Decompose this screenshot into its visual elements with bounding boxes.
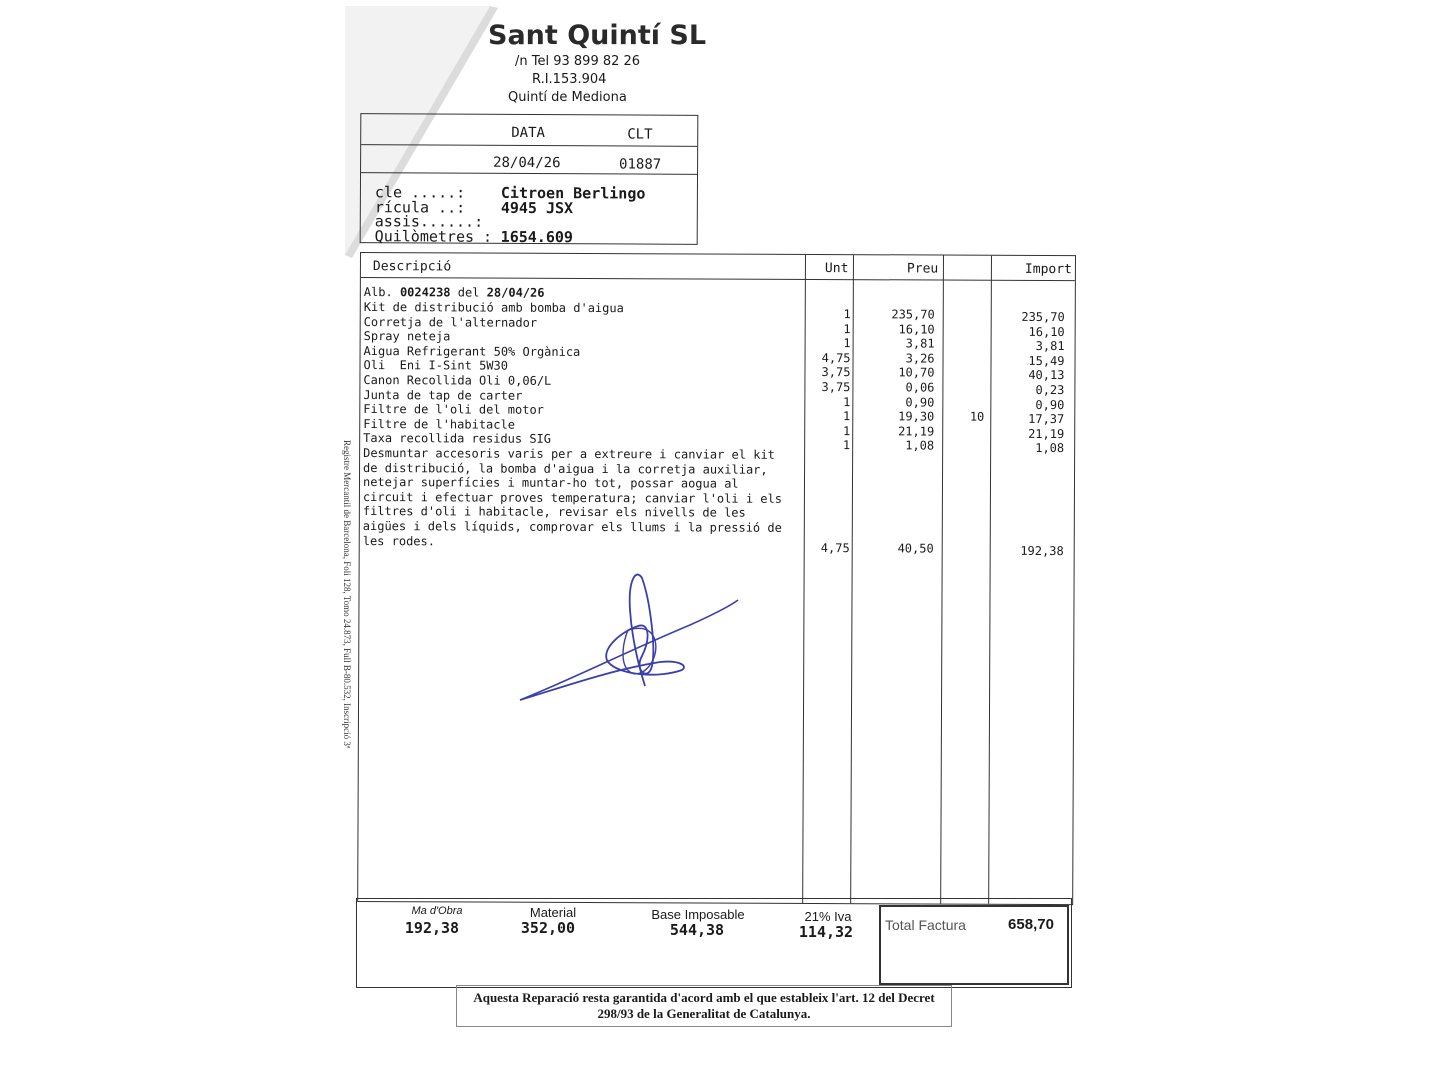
item-price: 0,90	[905, 394, 935, 410]
albara-del: del	[457, 285, 480, 300]
item-amount: 40,13	[1028, 368, 1065, 383]
client-number: 01887	[619, 156, 662, 173]
item-description: Filtre de l'habitacle	[363, 416, 515, 432]
tax-base-label: Base Imposable	[651, 907, 745, 922]
item-price: 3,81	[905, 336, 935, 351]
labour-description-line: circuit i efectuar proves temperatura; canviar l'oli i els	[362, 489, 782, 506]
column-divider	[988, 256, 992, 904]
invoice-total: 658,70	[1008, 916, 1054, 933]
km-value: 1654.609	[500, 227, 573, 247]
labour-total: 192,38	[404, 919, 460, 937]
item-price: 16,10	[898, 321, 935, 337]
item-amount: 3,81	[1035, 339, 1065, 354]
km-label: Quilòmetres :	[374, 227, 493, 246]
item-units: 1	[843, 307, 851, 322]
company-town: Quintí de Mediona	[508, 90, 627, 105]
item-amount: 235,70	[1021, 309, 1065, 325]
column-divider	[940, 256, 944, 904]
totals-box	[356, 898, 1072, 988]
labour-total-label: Ma d'Obra	[411, 905, 463, 917]
column-divider	[850, 255, 854, 903]
client-header: CLT	[627, 126, 653, 143]
guarantee-line-2: 298/93 de la Generalitat de Catalunya.	[597, 1006, 811, 1021]
vat-amount: 114,32	[798, 923, 854, 941]
albara-number: 0024238	[399, 285, 451, 300]
albara-line	[364, 285, 545, 300]
vat-label: 21% Iva	[804, 909, 852, 924]
item-amount: 15,49	[1028, 353, 1065, 368]
labour-description-line: netejar superfícies i muntar-ho tot, possar aogua al	[362, 475, 739, 491]
item-price: 21,19	[898, 424, 935, 439]
labour-description-line: Desmuntar accesoris varis per a extreure i canviar el kit	[363, 446, 775, 462]
item-description: Canon Recollida Oli 0,06/L	[363, 373, 552, 388]
registry-note: Registre Mercantil de Barcelona, Foli 128, Tomo 24.873, Full B-80.532, Inscripció 3ª	[342, 440, 352, 749]
material-total-label: Material	[529, 905, 577, 920]
col-header-amount: Import	[1024, 261, 1072, 278]
date-header: DATA	[511, 124, 546, 142]
item-description: Filtre de l'oli del motor	[363, 402, 544, 417]
material-total: 352,00	[520, 919, 576, 937]
item-amount: 0,23	[1035, 382, 1065, 398]
company-address-phone: /n Tel 93 899 82 26	[515, 54, 641, 69]
invoice-info-box	[360, 113, 699, 245]
col-header-units: Unt	[824, 261, 849, 277]
item-units: 1	[843, 409, 851, 424]
item-amount: 17,37	[1028, 412, 1065, 427]
item-units: 1	[843, 394, 851, 409]
item-description: Spray neteja	[363, 329, 451, 344]
item-amount: 0,90	[1035, 397, 1065, 412]
guarantee-note	[456, 985, 952, 1027]
table-header-divider	[361, 277, 1075, 281]
invoice-total-label: Total Factura	[885, 917, 966, 933]
company-name: Sant Quintí SL	[488, 20, 707, 51]
labour-price: 40,50	[897, 541, 934, 556]
item-amount: 16,10	[1028, 324, 1065, 339]
item-price: 235,70	[891, 307, 935, 322]
labour-amount: 192,38	[1020, 543, 1064, 559]
item-amount: 1,08	[1035, 441, 1065, 456]
item-units: 3,75	[821, 365, 851, 380]
plate-label: rícula ..:	[374, 198, 466, 217]
item-price: 10,70	[898, 365, 935, 380]
labour-description-line: aigües i dels líquids, comprovar els llums i la pressió de	[362, 519, 782, 535]
signature	[510, 570, 750, 710]
albara-label: Alb.	[363, 285, 393, 300]
invoice-date: 28/04/26	[493, 154, 561, 172]
item-description: Aigua Refrigerant 50% Orgànica	[363, 343, 581, 359]
company-registry: R.I.153.904	[532, 72, 607, 87]
item-discount: 10	[969, 409, 985, 424]
col-header-price: Preu	[906, 261, 939, 277]
item-price: 0,06	[905, 380, 935, 395]
plate-value: 4945 JSX	[500, 198, 574, 218]
item-units: 4,75	[821, 350, 851, 365]
item-price: 1,08	[905, 438, 935, 453]
item-description: Taxa recollida residus SIG	[363, 431, 552, 447]
invoice-total-box	[879, 905, 1069, 985]
item-units: 1	[842, 423, 851, 438]
item-price: 19,30	[898, 409, 935, 424]
item-units: 3,75	[821, 380, 851, 395]
labour-description-line: filtres d'oli i habitacle, revisar els nivells de les	[362, 504, 746, 521]
chassis-label: assis......:	[374, 212, 484, 231]
item-units: 1	[843, 336, 851, 351]
albara-date: 28/04/26	[486, 285, 545, 300]
vehicle-value: Citroen Berlingo	[500, 183, 646, 203]
item-description: Junta de tap de carter	[363, 387, 523, 403]
item-description: Corretja de l'alternador	[363, 314, 538, 330]
vehicle-label: cle .....:	[374, 183, 466, 202]
item-units: 1	[843, 321, 851, 336]
column-divider	[802, 255, 806, 903]
labour-units: 4,75	[820, 541, 850, 556]
item-price: 3,26	[905, 351, 935, 366]
labour-description-line: les rodes.	[362, 533, 436, 548]
item-description: Oli Eni I-Sint 5W30	[363, 358, 509, 374]
item-units: 1	[842, 438, 851, 453]
col-header-description: Descripció	[372, 259, 452, 275]
divider	[361, 144, 697, 147]
item-amount: 21,19	[1028, 426, 1065, 441]
labour-description-line: de distribució, la bomba d'aigua i la corretja auxiliar,	[363, 460, 768, 477]
tax-base: 544,38	[669, 921, 725, 939]
item-description: Kit de distribució amb bomba d'aigua	[363, 300, 624, 316]
guarantee-line-1: Aquesta Reparació resta garantida d'acord amb el que estableix l'art. 12 del Decret	[473, 990, 935, 1005]
